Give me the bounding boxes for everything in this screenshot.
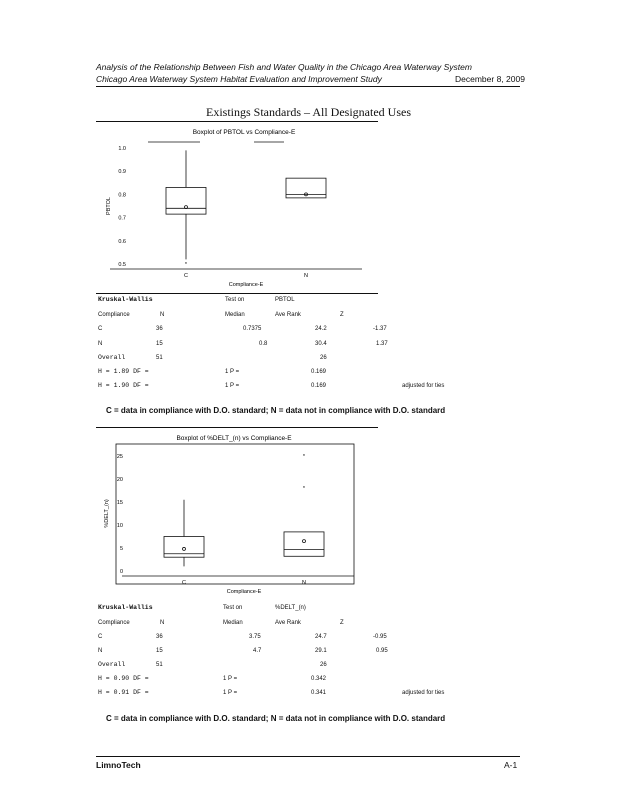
stats1-col-rank: Ave Rank: [275, 312, 301, 318]
mean-marker: [183, 547, 186, 550]
title-rule: [96, 121, 378, 122]
chart-title: Boxplot of PBTOL vs Compliance-E: [192, 129, 296, 136]
stats2-h2-label: H = 0.91 DF =: [98, 689, 149, 696]
stats2-row-n-group: N: [98, 648, 103, 654]
stats2-col-z: Z: [340, 620, 344, 626]
stats2-row-n-z: 0.95: [376, 648, 388, 654]
stats2-test-on: Test on: [223, 605, 243, 611]
stats1-col-n: N: [160, 312, 165, 318]
y-tick-label: 0.7: [118, 215, 126, 222]
stats1-row-n-n: 15: [156, 341, 163, 347]
stats1-row-c-group: C: [98, 326, 103, 332]
x-axis-label: Compliance-E: [228, 282, 264, 288]
stats2-row-n-rank: 29.1: [315, 648, 327, 654]
boxplot-delt: [96, 429, 380, 605]
header-line-1: Analysis of the Relationship Between Fish and Water Quality in the Chicago Area Waterway System: [96, 62, 472, 72]
stats1-h1-label: H = 1.89 DF =: [98, 368, 149, 375]
y-axis-label: PBTOL: [106, 197, 112, 215]
stats1-row-c-n: 36: [156, 326, 163, 332]
stats2-variable: %DELT_(n): [275, 605, 306, 611]
stats1-overall-label: Overall: [98, 354, 126, 361]
stats1-h2-p: 1 P =: [225, 383, 240, 389]
stats1-row-c-z: -1.37: [373, 326, 387, 332]
stats1-h2-label: H = 1.90 DF =: [98, 382, 149, 389]
x-tick-label: C: [184, 273, 188, 279]
y-tick-label: 15: [116, 500, 123, 506]
stats2-row-c-rank: 24.7: [315, 634, 327, 640]
stats1-row-n-median: 0.8: [259, 341, 268, 347]
y-tick-label: 0.6: [118, 238, 126, 245]
x-tick-label: N: [304, 273, 308, 279]
chart-title: Boxplot of %DELT_(n) vs Compliance-E: [176, 435, 292, 442]
stats2-row-c-median: 3.75: [249, 634, 261, 640]
stats2-col-n: N: [160, 620, 165, 626]
box: [286, 178, 326, 198]
stats1-col-z: Z: [340, 312, 344, 318]
stats1-row-c-rank: 24.2: [315, 326, 327, 332]
stats1-overall-n: 51: [156, 355, 163, 361]
outlier-point: *: [184, 262, 188, 268]
stats2-h1-label: H = 0.90 DF =: [98, 675, 149, 682]
y-tick-label: 1.0: [118, 146, 126, 152]
stats1-overall-rank: 26: [320, 355, 327, 361]
mean-marker: [303, 540, 306, 543]
stats2-caption: C = data in compliance with D.O. standard; N = data not in compliance with D.O. standard: [106, 714, 446, 723]
stats1-row-n-group: N: [98, 341, 103, 347]
chart2-top-rule: [96, 427, 378, 428]
stats1-h1-pval: 0.169: [311, 369, 327, 375]
stats2-h2-p: 1 P =: [223, 690, 238, 696]
stats1-test-on: Test on: [225, 297, 245, 303]
stats1-col-median: Median: [225, 312, 245, 318]
header-rule: [96, 86, 520, 87]
outlier-point: *: [302, 486, 306, 493]
plot-frame: [116, 444, 354, 584]
stats2-heading: Kruskal-Wallis: [98, 604, 153, 611]
footer-rule: [96, 756, 520, 757]
stats1-row-n-rank: 30.4: [315, 341, 327, 347]
y-tick-label: 25: [116, 454, 123, 460]
stats1-variable: PBTOL: [275, 297, 295, 303]
stats2-h2-note: adjusted for ties: [402, 690, 445, 696]
footer-company: LimnoTech: [96, 760, 141, 770]
y-tick-label: 0.9: [118, 169, 126, 176]
stats2-overall-n: 51: [156, 662, 163, 668]
section-title: Existings Standards – All Designated Uses: [206, 105, 411, 119]
outlier-point: *: [302, 454, 306, 460]
stats1-h1-p: 1 P =: [225, 369, 240, 375]
stats2-col-group: Compliance: [98, 620, 130, 626]
x-tick-label: N: [302, 580, 306, 586]
y-tick-label: 5: [119, 546, 123, 552]
y-tick-label: 20: [116, 477, 123, 483]
stats2-h1-p: 1 P =: [223, 676, 238, 682]
footer-page: A-1: [504, 760, 518, 770]
boxplot-pbtol: [96, 124, 386, 296]
stats1-rule: [96, 293, 378, 294]
x-tick-label: C: [182, 580, 186, 586]
header-date: December 8, 2009: [455, 74, 525, 84]
box: [284, 532, 324, 556]
header-line-2: Chicago Area Waterway System Habitat Evaluation and Improvement Study: [96, 74, 382, 84]
y-tick-label: 10: [116, 523, 123, 529]
stats2-overall-rank: 26: [320, 662, 327, 668]
y-tick-label: 0.8: [118, 192, 126, 199]
stats1-heading: Kruskal-Wallis: [98, 296, 153, 303]
stats1-caption: C = data in compliance with D.O. standard; N = data not in compliance with D.O. standard: [106, 406, 446, 415]
stats2-row-c-z: -0.95: [373, 634, 387, 640]
stats1-h2-note: adjusted for ties: [402, 383, 445, 389]
stats2-row-n-n: 15: [156, 648, 163, 654]
stats2-col-rank: Ave Rank: [275, 620, 301, 626]
stats2-row-n-median: 4.7: [253, 648, 262, 654]
stats1-col-group: Compliance: [98, 312, 130, 318]
stats2-overall-label: Overall: [98, 661, 126, 668]
box: [166, 187, 206, 214]
stats2-row-c-group: C: [98, 634, 103, 640]
stats2-col-median: Median: [223, 620, 243, 626]
stats1-row-n-z: 1.37: [376, 341, 388, 347]
y-tick-label: 0.5: [118, 262, 126, 268]
stats2-h1-pval: 0.342: [311, 676, 327, 682]
x-axis-label: Compliance-E: [226, 589, 262, 595]
stats1-h2-pval: 0.169: [311, 383, 327, 389]
stats1-row-c-median: 0.7375: [243, 326, 262, 332]
y-tick-label: 0: [119, 569, 123, 575]
stats2-row-c-n: 36: [156, 634, 163, 640]
y-axis-label: %DELT_(n): [104, 499, 110, 528]
stats2-h2-pval: 0.341: [311, 690, 327, 696]
